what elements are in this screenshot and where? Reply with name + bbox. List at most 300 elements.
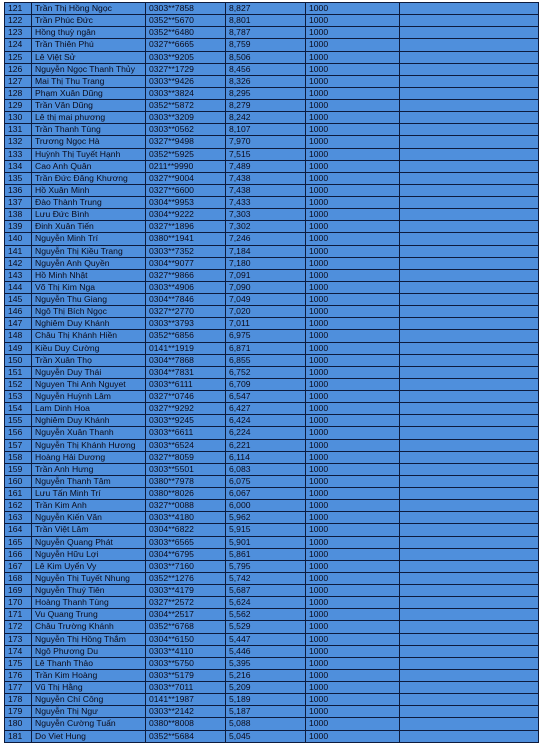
table-row <box>5 294 539 306</box>
table-row <box>5 572 539 584</box>
phone-cell: 0303**6611 <box>146 427 226 439</box>
rank-cell: 138 <box>5 209 32 221</box>
table-row <box>5 51 539 63</box>
rank-cell: 122 <box>5 15 32 27</box>
points-cell: 1000 <box>306 657 400 669</box>
name-cell: Mai Thị Thu Trang <box>32 75 146 87</box>
score-cell: 5,915 <box>226 524 306 536</box>
empty-cell <box>400 87 539 99</box>
rank-cell: 128 <box>5 87 32 99</box>
score-cell: 6,114 <box>226 451 306 463</box>
name-cell: Nguyễn Cường Tuấn <box>32 718 146 730</box>
empty-cell <box>400 342 539 354</box>
empty-cell <box>400 257 539 269</box>
name-cell: Đinh Xuân Tiến <box>32 221 146 233</box>
empty-cell <box>400 585 539 597</box>
phone-cell: 0327**0088 <box>146 500 226 512</box>
rank-cell: 159 <box>5 463 32 475</box>
name-cell: Nguyễn Thị Kiều Trang <box>32 245 146 257</box>
table-row <box>5 548 539 560</box>
empty-cell <box>400 3 539 15</box>
table-row <box>5 245 539 257</box>
name-cell: Châu Thị Khánh Hiền <box>32 330 146 342</box>
score-cell: 7,180 <box>226 257 306 269</box>
empty-cell <box>400 645 539 657</box>
points-cell: 1000 <box>306 475 400 487</box>
rank-cell: 163 <box>5 512 32 524</box>
score-cell: 7,302 <box>226 221 306 233</box>
points-cell: 1000 <box>306 87 400 99</box>
rank-cell: 150 <box>5 354 32 366</box>
score-cell: 6,427 <box>226 403 306 415</box>
points-cell: 1000 <box>306 536 400 548</box>
score-cell: 5,687 <box>226 585 306 597</box>
points-cell: 1000 <box>306 184 400 196</box>
score-cell: 5,446 <box>226 645 306 657</box>
score-cell: 7,011 <box>226 318 306 330</box>
phone-cell: 0327**6665 <box>146 39 226 51</box>
empty-cell <box>400 536 539 548</box>
score-cell: 8,456 <box>226 63 306 75</box>
score-cell: 6,067 <box>226 488 306 500</box>
score-cell: 6,855 <box>226 354 306 366</box>
table-row <box>5 184 539 196</box>
phone-cell: 0303**9426 <box>146 75 226 87</box>
points-cell: 1000 <box>306 609 400 621</box>
rank-cell: 157 <box>5 439 32 451</box>
name-cell: Nguyễn Thu Giang <box>32 294 146 306</box>
rank-cell: 134 <box>5 160 32 172</box>
score-cell: 5,088 <box>226 718 306 730</box>
points-cell: 1000 <box>306 645 400 657</box>
points-cell: 1000 <box>306 51 400 63</box>
name-cell: Hồ Minh Nhật <box>32 269 146 281</box>
points-cell: 1000 <box>306 221 400 233</box>
points-cell: 1000 <box>306 585 400 597</box>
empty-cell <box>400 148 539 160</box>
phone-cell: 0380**7978 <box>146 475 226 487</box>
table-row <box>5 536 539 548</box>
score-cell: 6,221 <box>226 439 306 451</box>
empty-cell <box>400 500 539 512</box>
rank-cell: 165 <box>5 536 32 548</box>
table-row <box>5 124 539 136</box>
name-cell: Lê Việt Sử <box>32 51 146 63</box>
name-cell: Võ Thị Kim Nga <box>32 281 146 293</box>
rank-cell: 126 <box>5 63 32 75</box>
name-cell: Trần Việt Lâm <box>32 524 146 536</box>
empty-cell <box>400 415 539 427</box>
name-cell: Trần Kim Hoàng <box>32 669 146 681</box>
name-cell: Nguyễn Thanh Tâm <box>32 475 146 487</box>
table-row <box>5 718 539 730</box>
points-cell: 1000 <box>306 682 400 694</box>
table-row <box>5 318 539 330</box>
empty-cell <box>400 488 539 500</box>
rank-cell: 147 <box>5 318 32 330</box>
name-cell: Lê thị mai phương <box>32 112 146 124</box>
points-cell: 1000 <box>306 160 400 172</box>
points-cell: 1000 <box>306 75 400 87</box>
phone-cell: 0303**6524 <box>146 439 226 451</box>
score-cell: 5,962 <box>226 512 306 524</box>
score-cell: 7,246 <box>226 233 306 245</box>
rank-cell: 155 <box>5 415 32 427</box>
name-cell: Nguyễn Thị Khánh Hương <box>32 439 146 451</box>
score-cell: 5,861 <box>226 548 306 560</box>
score-cell: 6,871 <box>226 342 306 354</box>
phone-cell: 0352**6480 <box>146 27 226 39</box>
empty-cell <box>400 730 539 742</box>
rank-cell: 161 <box>5 488 32 500</box>
phone-cell: 0327**9004 <box>146 172 226 184</box>
ranking-table <box>4 2 539 743</box>
empty-cell <box>400 609 539 621</box>
table-row <box>5 172 539 184</box>
rank-cell: 121 <box>5 3 32 15</box>
table-row <box>5 669 539 681</box>
rank-cell: 164 <box>5 524 32 536</box>
score-cell: 8,295 <box>226 87 306 99</box>
rank-cell: 125 <box>5 51 32 63</box>
phone-cell: 0304**6150 <box>146 633 226 645</box>
score-cell: 6,224 <box>226 427 306 439</box>
name-cell: Nguyễn Hữu Lợi <box>32 548 146 560</box>
empty-cell <box>400 694 539 706</box>
empty-cell <box>400 512 539 524</box>
points-cell: 1000 <box>306 694 400 706</box>
name-cell: Lê Thanh Thảo <box>32 657 146 669</box>
name-cell: Nguyễn Xuân Thanh <box>32 427 146 439</box>
phone-cell: 0303**7011 <box>146 682 226 694</box>
table-row <box>5 136 539 148</box>
table-row <box>5 75 539 87</box>
rank-cell: 153 <box>5 391 32 403</box>
phone-cell: 0304**9222 <box>146 209 226 221</box>
score-cell: 5,529 <box>226 621 306 633</box>
rank-cell: 167 <box>5 560 32 572</box>
rank-cell: 140 <box>5 233 32 245</box>
name-cell: Nguyễn Thị Hồng Thắm <box>32 633 146 645</box>
rank-cell: 178 <box>5 694 32 706</box>
table-row <box>5 112 539 124</box>
score-cell: 7,090 <box>226 281 306 293</box>
empty-cell <box>400 451 539 463</box>
points-cell: 1000 <box>306 3 400 15</box>
name-cell: Hồng thuỳ ngân <box>32 27 146 39</box>
table-row <box>5 560 539 572</box>
name-cell: Nguyễn Thị Ngư <box>32 706 146 718</box>
score-cell: 8,801 <box>226 15 306 27</box>
phone-cell: 0327**2572 <box>146 597 226 609</box>
empty-cell <box>400 294 539 306</box>
rank-cell: 133 <box>5 148 32 160</box>
table-row <box>5 63 539 75</box>
phone-cell: 0303**2142 <box>146 706 226 718</box>
score-cell: 5,209 <box>226 682 306 694</box>
points-cell: 1000 <box>306 560 400 572</box>
empty-cell <box>400 718 539 730</box>
rank-cell: 144 <box>5 281 32 293</box>
points-cell: 1000 <box>306 633 400 645</box>
empty-cell <box>400 330 539 342</box>
empty-cell <box>400 269 539 281</box>
table-row <box>5 3 539 15</box>
empty-cell <box>400 75 539 87</box>
score-cell: 6,709 <box>226 378 306 390</box>
rank-cell: 127 <box>5 75 32 87</box>
phone-cell: 0304**2517 <box>146 609 226 621</box>
phone-cell: 0352**6856 <box>146 330 226 342</box>
name-cell: Nguyễn Ngọc Thanh Thủy <box>32 63 146 75</box>
ranking-table-body <box>5 3 539 743</box>
score-cell: 5,742 <box>226 572 306 584</box>
name-cell: Trần Thiên Phú <box>32 39 146 51</box>
points-cell: 1000 <box>306 403 400 415</box>
rank-cell: 162 <box>5 500 32 512</box>
table-row <box>5 27 539 39</box>
score-cell: 5,189 <box>226 694 306 706</box>
name-cell: Hồ Xuân Minh <box>32 184 146 196</box>
rank-cell: 166 <box>5 548 32 560</box>
phone-cell: 0141**1919 <box>146 342 226 354</box>
points-cell: 1000 <box>306 439 400 451</box>
score-cell: 7,438 <box>226 172 306 184</box>
empty-cell <box>400 306 539 318</box>
rank-cell: 124 <box>5 39 32 51</box>
table-row <box>5 403 539 415</box>
table-row <box>5 500 539 512</box>
empty-cell <box>400 112 539 124</box>
table-row <box>5 415 539 427</box>
phone-cell: 0211**9990 <box>146 160 226 172</box>
phone-cell: 0303**7858 <box>146 3 226 15</box>
empty-cell <box>400 524 539 536</box>
points-cell: 1000 <box>306 294 400 306</box>
table-row <box>5 694 539 706</box>
rank-cell: 148 <box>5 330 32 342</box>
phone-cell: 0327**1729 <box>146 63 226 75</box>
table-row <box>5 100 539 112</box>
phone-cell: 0352**1276 <box>146 572 226 584</box>
phone-cell: 0303**9245 <box>146 415 226 427</box>
name-cell: Nguyễn Minh Trí <box>32 233 146 245</box>
name-cell: Nguyễn Anh Quyền <box>32 257 146 269</box>
score-cell: 7,049 <box>226 294 306 306</box>
name-cell: Ngô Phương Du <box>32 645 146 657</box>
name-cell: Trương Ngọc Hà <box>32 136 146 148</box>
empty-cell <box>400 378 539 390</box>
phone-cell: 0304**6795 <box>146 548 226 560</box>
name-cell: Lưu Tấn Minh Trí <box>32 488 146 500</box>
points-cell: 1000 <box>306 63 400 75</box>
points-cell: 1000 <box>306 354 400 366</box>
table-row <box>5 342 539 354</box>
phone-cell: 0303**3209 <box>146 112 226 124</box>
points-cell: 1000 <box>306 124 400 136</box>
phone-cell: 0327**8059 <box>146 451 226 463</box>
empty-cell <box>400 548 539 560</box>
table-row <box>5 475 539 487</box>
rank-cell: 181 <box>5 730 32 742</box>
score-cell: 6,424 <box>226 415 306 427</box>
points-cell: 1000 <box>306 488 400 500</box>
empty-cell <box>400 633 539 645</box>
empty-cell <box>400 39 539 51</box>
score-cell: 7,438 <box>226 184 306 196</box>
phone-cell: 0304**9077 <box>146 257 226 269</box>
points-cell: 1000 <box>306 269 400 281</box>
phone-cell: 0327**6600 <box>146 184 226 196</box>
rank-cell: 129 <box>5 100 32 112</box>
score-cell: 7,489 <box>226 160 306 172</box>
table-row <box>5 330 539 342</box>
table-row <box>5 524 539 536</box>
points-cell: 1000 <box>306 597 400 609</box>
table-row <box>5 451 539 463</box>
empty-cell <box>400 391 539 403</box>
name-cell: Nguyễn Chí Công <box>32 694 146 706</box>
rank-cell: 143 <box>5 269 32 281</box>
points-cell: 1000 <box>306 366 400 378</box>
phone-cell: 0327**9866 <box>146 269 226 281</box>
empty-cell <box>400 597 539 609</box>
points-cell: 1000 <box>306 342 400 354</box>
score-cell: 8,279 <box>226 100 306 112</box>
rank-cell: 173 <box>5 633 32 645</box>
empty-cell <box>400 172 539 184</box>
rank-cell: 172 <box>5 621 32 633</box>
name-cell: Nguyễn Quang Phát <box>32 536 146 548</box>
points-cell: 1000 <box>306 524 400 536</box>
phone-cell: 0304**7831 <box>146 366 226 378</box>
rank-cell: 141 <box>5 245 32 257</box>
score-cell: 8,787 <box>226 27 306 39</box>
table-row <box>5 366 539 378</box>
points-cell: 1000 <box>306 245 400 257</box>
name-cell: Trần Văn Dũng <box>32 100 146 112</box>
empty-cell <box>400 15 539 27</box>
empty-cell <box>400 706 539 718</box>
phone-cell: 0303**5750 <box>146 657 226 669</box>
points-cell: 1000 <box>306 281 400 293</box>
phone-cell: 0303**4110 <box>146 645 226 657</box>
table-row <box>5 585 539 597</box>
score-cell: 7,433 <box>226 197 306 209</box>
name-cell: Trần Kim Anh <box>32 500 146 512</box>
phone-cell: 0327**2770 <box>146 306 226 318</box>
table-row <box>5 160 539 172</box>
table-row <box>5 488 539 500</box>
points-cell: 1000 <box>306 548 400 560</box>
empty-cell <box>400 27 539 39</box>
score-cell: 5,045 <box>226 730 306 742</box>
table-row <box>5 197 539 209</box>
score-cell: 5,624 <box>226 597 306 609</box>
rank-cell: 149 <box>5 342 32 354</box>
rank-cell: 175 <box>5 657 32 669</box>
score-cell: 5,901 <box>226 536 306 548</box>
table-row <box>5 233 539 245</box>
name-cell: Trần Đức Đăng Khương <box>32 172 146 184</box>
rank-cell: 130 <box>5 112 32 124</box>
phone-cell: 0327**1896 <box>146 221 226 233</box>
empty-cell <box>400 100 539 112</box>
name-cell: Hoàng Hải Dương <box>32 451 146 463</box>
name-cell: Lam Dinh Hoa <box>32 403 146 415</box>
empty-cell <box>400 427 539 439</box>
table-row <box>5 257 539 269</box>
name-cell: Nguyễn Thị Tuyết Nhung <box>32 572 146 584</box>
rank-cell: 177 <box>5 682 32 694</box>
score-cell: 8,326 <box>226 75 306 87</box>
points-cell: 1000 <box>306 427 400 439</box>
points-cell: 1000 <box>306 500 400 512</box>
rank-cell: 152 <box>5 378 32 390</box>
empty-cell <box>400 475 539 487</box>
score-cell: 5,187 <box>226 706 306 718</box>
rank-cell: 158 <box>5 451 32 463</box>
points-cell: 1000 <box>306 257 400 269</box>
points-cell: 1000 <box>306 136 400 148</box>
points-cell: 1000 <box>306 148 400 160</box>
table-row <box>5 609 539 621</box>
phone-cell: 0304**9953 <box>146 197 226 209</box>
score-cell: 6,000 <box>226 500 306 512</box>
phone-cell: 0303**3793 <box>146 318 226 330</box>
phone-cell: 0327**9498 <box>146 136 226 148</box>
name-cell: Huỳnh Thị Tuyết Hạnh <box>32 148 146 160</box>
points-cell: 1000 <box>306 100 400 112</box>
empty-cell <box>400 233 539 245</box>
empty-cell <box>400 621 539 633</box>
name-cell: Phạm Xuân Dũng <box>32 87 146 99</box>
score-cell: 7,091 <box>226 269 306 281</box>
rank-cell: 160 <box>5 475 32 487</box>
score-cell: 8,506 <box>226 51 306 63</box>
empty-cell <box>400 366 539 378</box>
rank-cell: 170 <box>5 597 32 609</box>
name-cell: Lưu Đức Bình <box>32 209 146 221</box>
name-cell: Lê Kim Uyển Vy <box>32 560 146 572</box>
score-cell: 7,303 <box>226 209 306 221</box>
phone-cell: 0303**7160 <box>146 560 226 572</box>
rank-cell: 139 <box>5 221 32 233</box>
table-row <box>5 621 539 633</box>
score-cell: 8,827 <box>226 3 306 15</box>
score-cell: 5,447 <box>226 633 306 645</box>
score-cell: 7,970 <box>226 136 306 148</box>
points-cell: 1000 <box>306 27 400 39</box>
phone-cell: 0380**8026 <box>146 488 226 500</box>
empty-cell <box>400 669 539 681</box>
points-cell: 1000 <box>306 391 400 403</box>
score-cell: 6,975 <box>226 330 306 342</box>
phone-cell: 0303**6565 <box>146 536 226 548</box>
rank-cell: 154 <box>5 403 32 415</box>
rank-cell: 156 <box>5 427 32 439</box>
phone-cell: 0303**9205 <box>146 51 226 63</box>
score-cell: 5,395 <box>226 657 306 669</box>
empty-cell <box>400 281 539 293</box>
empty-cell <box>400 354 539 366</box>
name-cell: Nguyễn Kiến Văn <box>32 512 146 524</box>
phone-cell: 0303**5179 <box>146 669 226 681</box>
points-cell: 1000 <box>306 318 400 330</box>
phone-cell: 0303**5501 <box>146 463 226 475</box>
phone-cell: 0303**4180 <box>146 512 226 524</box>
rank-cell: 168 <box>5 572 32 584</box>
